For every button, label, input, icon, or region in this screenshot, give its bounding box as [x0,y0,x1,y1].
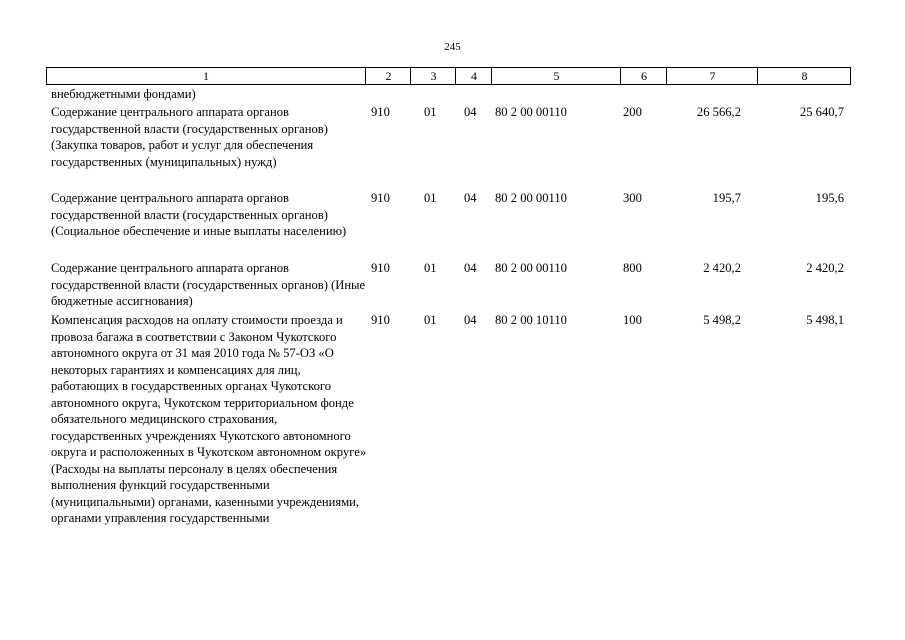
page-number: 245 [444,41,461,53]
row-target-article: 80 2 00 00110 [495,261,567,275]
row-description: Содержание центрального аппарата органов государственной власти (государственных органов) (Социальное обеспечение и иные выплаты населению) [51,191,347,238]
row-section: 01 [424,191,437,205]
row-expense-type: 800 [623,261,642,275]
row-grbs: 910 [371,105,390,119]
row-target-article: 80 2 00 00110 [495,105,567,119]
row-description: Компенсация расходов на оплату стоимости проезда и провоза багажа в соответствии с Законом Чукотского автономного округа от 31 мая 2010 года № 57-ОЗ «О некоторых гарантиях и компенсациях для лиц, работающих в государственных органах Чукотского автономного округа, Чукотском территориальном фонде обязательного медицинского страхования, государственных учреждениях Чукотского автономного округа и расположенных в Чукотском автономном округе» (Расходы на выплаты персоналу в целях обеспечения выполнения функций государственными (муниципальными) органами, казенными учреждениями, органами управления государственными [51,313,367,525]
row-sum-col8: 2 420,2 [806,261,844,275]
row-expense-type: 200 [623,105,642,119]
column-header-2: 2 [365,68,411,84]
row-subsection: 04 [464,191,477,205]
row-subsection: 04 [464,313,477,327]
row-subsection: 04 [464,105,477,119]
row-sum-col8: 5 498,1 [806,313,844,327]
column-header-6: 6 [620,68,667,84]
row-section: 01 [424,261,437,275]
row-grbs: 910 [371,261,390,275]
row-expense-type: 100 [623,313,642,327]
column-header-3: 3 [410,68,456,84]
row-sum-col8: 195,6 [815,191,844,205]
row-target-article: 80 2 00 10110 [495,313,567,327]
row-sum-col7: 5 498,2 [703,313,741,327]
row-section: 01 [424,313,437,327]
column-header-1: 1 [203,69,209,83]
continuation-text: внебюджетными фондами) [51,87,196,101]
row-description: Содержание центрального аппарата органов государственной власти (государственных органов) (Иные бюджетные ассигнования) [51,261,366,308]
row-subsection: 04 [464,261,477,275]
row-grbs: 910 [371,313,390,327]
row-sum-col8: 25 640,7 [799,105,844,119]
row-expense-type: 300 [623,191,642,205]
row-sum-col7: 195,7 [712,191,741,205]
row-sum-col7: 26 566,2 [696,105,741,119]
column-header-5: 5 [491,68,621,84]
row-grbs: 910 [371,191,390,205]
row-section: 01 [424,105,437,119]
row-target-article: 80 2 00 00110 [495,191,567,205]
column-header-7: 7 [666,68,758,84]
row-description: Содержание центрального аппарата органов государственной власти (государственных органов) (Закупка товаров, работ и услуг для обеспечения государственных (муниципальных) нужд) [51,105,328,169]
column-header-4: 4 [455,68,492,84]
row-sum-col7: 2 420,2 [703,261,741,275]
column-header-8: 8 [757,68,851,84]
